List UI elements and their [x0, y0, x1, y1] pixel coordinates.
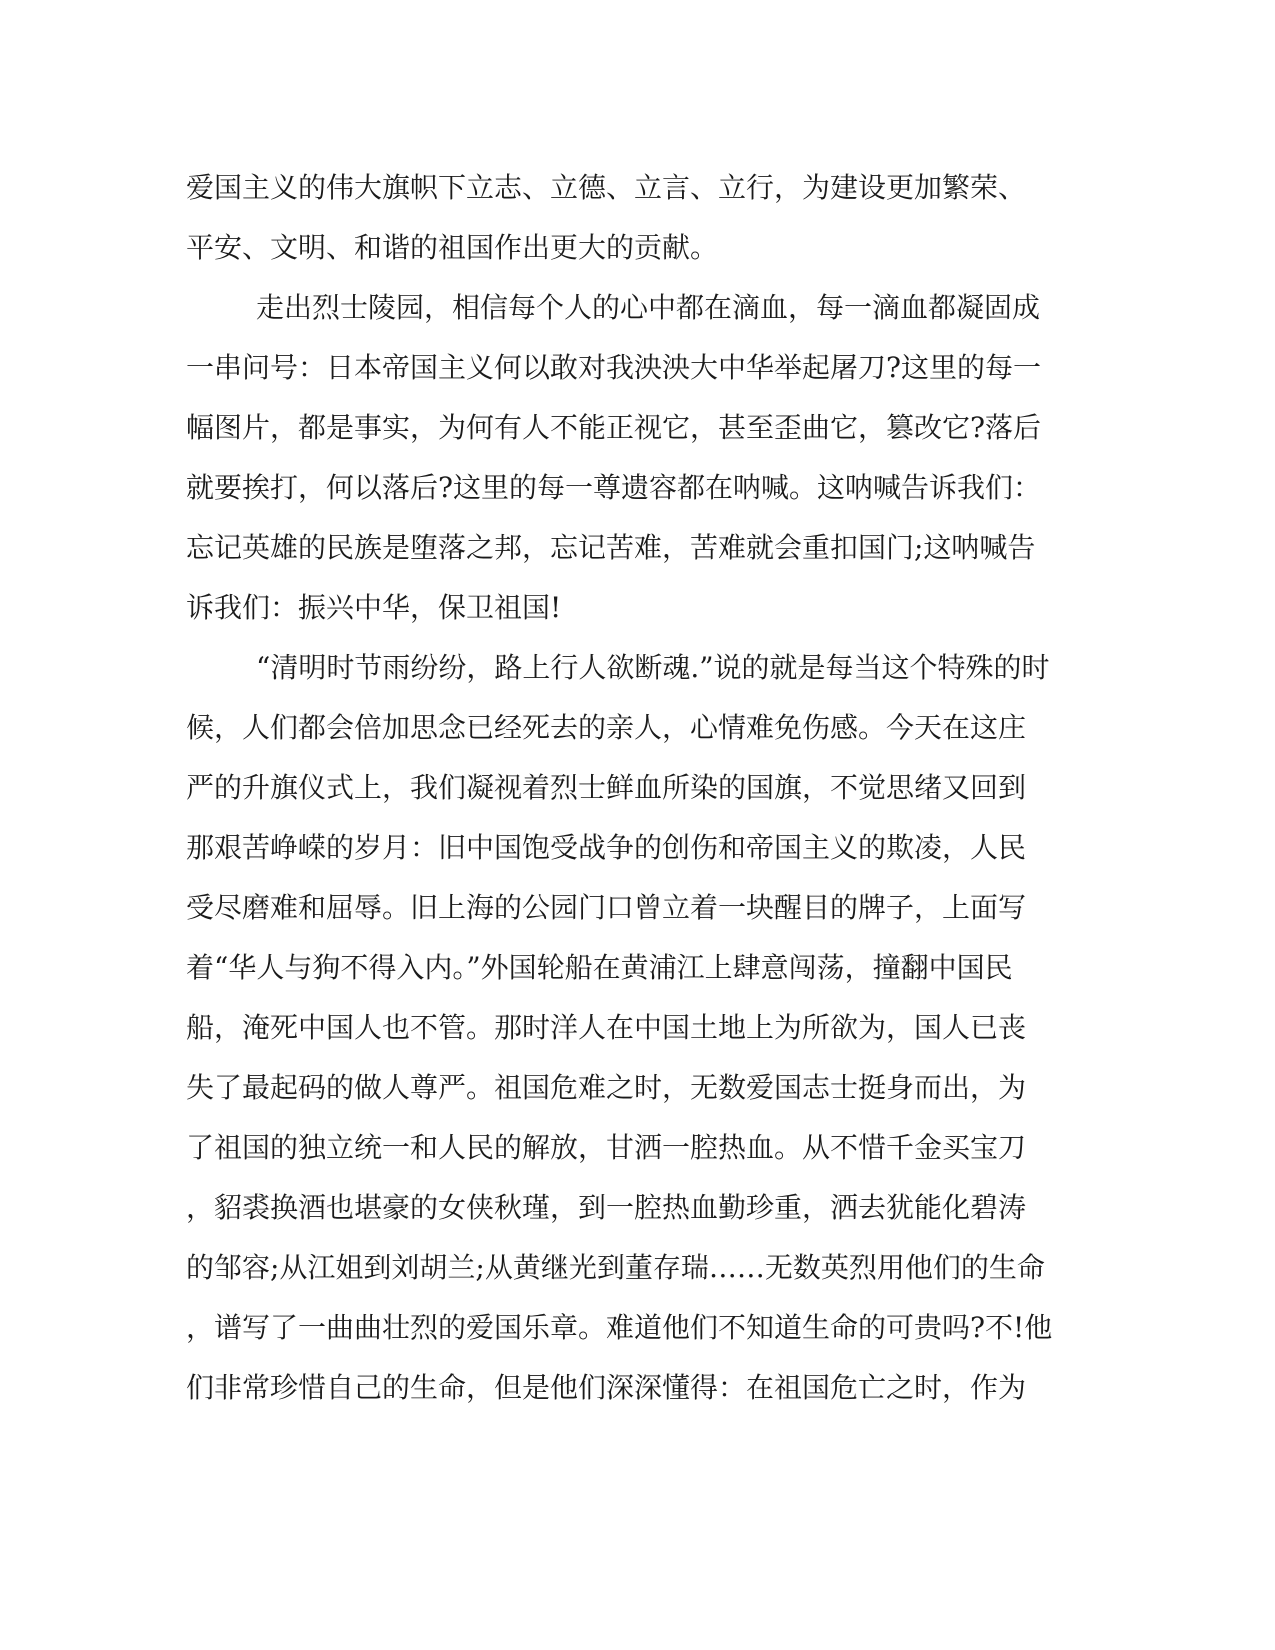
text-line: 一串问号：日本帝国主义何以敢对我泱泱大中华举起屠刀?这里的每一 [186, 351, 1042, 384]
text-line: ，谱写了一曲曲壮烈的爱国乐章。难道他们不知道生命的可贵吗?不!他 [186, 1311, 1053, 1344]
text-line: 诉我们：振兴中华，保卫祖国! [186, 591, 562, 624]
text-line: 候，人们都会倍加思念已经死去的亲人，心情难免伤感。今天在这庄 [186, 711, 1027, 744]
text-line: ，貂裘换酒也堪豪的女侠秋瑾，到一腔热血勤珍重，洒去犹能化碧涛 [186, 1191, 1027, 1224]
text-line: 那艰苦峥嵘的岁月：旧中国饱受战争的创伤和帝国主义的欺凌，人民 [186, 831, 1027, 864]
text-line: 平安、文明、和谐的祖国作出更大的贡献。 [186, 231, 719, 264]
text-line: 船，淹死中国人也不管。那时洋人在中国土地上为所欲为，国人已丧 [186, 1011, 1027, 1044]
text-line: 幅图片，都是事实，为何有人不能正视它，甚至歪曲它，篡改它?落后 [186, 411, 1042, 444]
text-line: 爱国主义的伟大旗帜下立志、立德、立言、立行，为建设更加繁荣、 [186, 171, 1027, 204]
text-line: 了祖国的独立统一和人民的解放，甘洒一腔热血。从不惜千金买宝刀 [186, 1131, 1027, 1164]
document-body [186, 158, 1086, 1418]
text-line: 就要挨打，何以落后?这里的每一尊遗容都在呐喊。这呐喊告诉我们： [186, 471, 1042, 504]
paragraph-start-line: 走出烈士陵园，相信每个人的心中都在滴血，每一滴血都凝固成 [256, 291, 1041, 324]
text-line: 着“华人与狗不得入内。”外国轮船在黄浦江上肆意闯荡，撞翻中国民 [186, 951, 1013, 984]
text-line: 失了最起码的做人尊严。祖国危难之时，无数爱国志士挺身而出，为 [186, 1071, 1027, 1104]
paragraph-start-line: “清明时节雨纷纷，路上行人欲断魂.”说的就是每当这个特殊的时 [256, 651, 1050, 684]
text-line: 受尽磨难和屈辱。旧上海的公园门口曾立着一块醒目的牌子，上面写 [186, 891, 1027, 924]
text-line: 的邹容;从江姐到刘胡兰;从黄继光到董存瑞……无数英烈用他们的生命 [186, 1251, 1045, 1284]
text-line: 严的升旗仪式上，我们凝视着烈士鲜血所染的国旗，不觉思绪又回到 [186, 771, 1027, 804]
text-line: 忘记英雄的民族是堕落之邦，忘记苦难，苦难就会重扣国门;这呐喊告 [186, 531, 1036, 564]
text-line: 们非常珍惜自己的生命，但是他们深深懂得：在祖国危亡之时，作为 [186, 1371, 1027, 1404]
